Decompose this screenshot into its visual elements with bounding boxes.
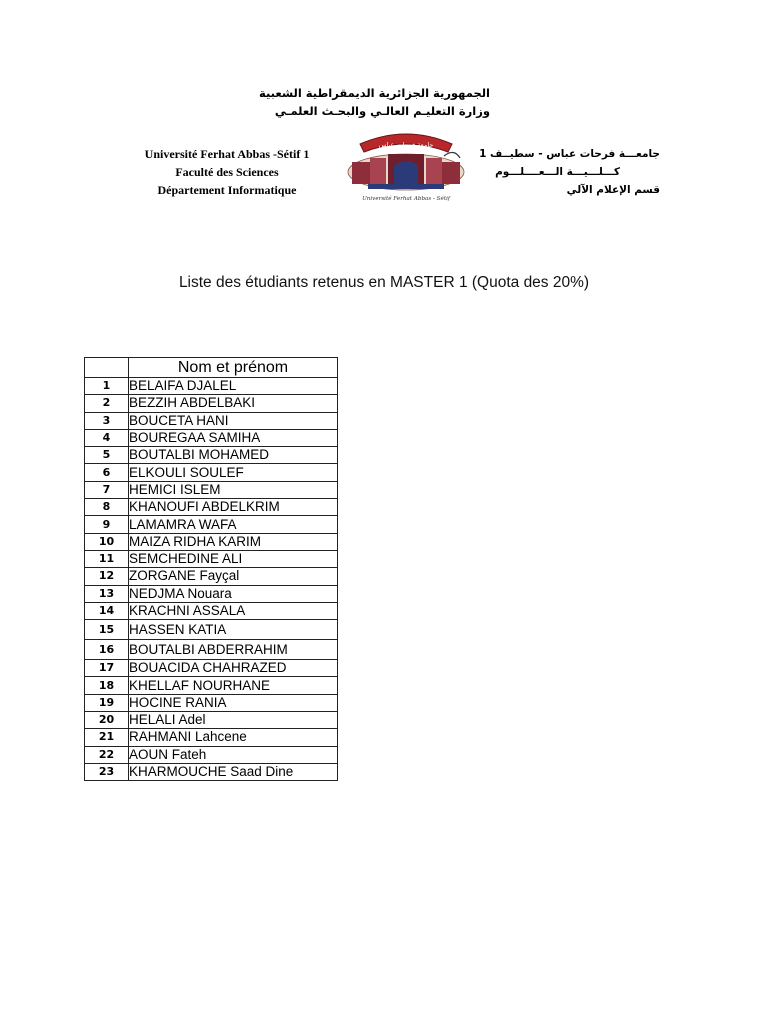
student-name: LAMAMRA WAFA (129, 516, 338, 533)
row-number: 18 (85, 677, 129, 694)
table-row (85, 729, 338, 746)
table-header-row (85, 358, 338, 378)
row-number: 3 (85, 412, 129, 429)
row-number: 19 (85, 694, 129, 711)
table-row (85, 763, 338, 780)
table-row (85, 694, 338, 711)
row-number: 13 (85, 585, 129, 602)
student-name: MAIZA RIDHA KARIM (129, 533, 338, 550)
student-name: ELKOULI SOULEF (129, 464, 338, 481)
row-number: 6 (85, 464, 129, 481)
number-column-header (85, 358, 129, 378)
faculty-name-ar: كـــلـــيـــة الـــعــــلـــوم (495, 166, 620, 178)
student-name: HELALI Adel (129, 712, 338, 729)
table-row (85, 602, 338, 619)
student-name: BOUTALBI ABDERRAHIM (129, 640, 338, 660)
name-column-header: Nom et prénom (129, 358, 338, 378)
student-name: ZORGANE Fayçal (129, 568, 338, 585)
student-name: NEDJMA Nouara (129, 585, 338, 602)
students-table (84, 357, 338, 781)
row-number: 2 (85, 395, 129, 412)
faculty-name-fr: Faculté des Sciences (175, 165, 279, 179)
row-number: 21 (85, 729, 129, 746)
student-name: BOUTALBI MOHAMED (129, 447, 338, 464)
row-number: 14 (85, 602, 129, 619)
row-number: 12 (85, 568, 129, 585)
row-number: 1 (85, 378, 129, 395)
table-row (85, 516, 338, 533)
table-row (85, 464, 338, 481)
row-number: 10 (85, 533, 129, 550)
table-row (85, 447, 338, 464)
row-number: 11 (85, 550, 129, 567)
student-name: BELAIFA DJALEL (129, 378, 338, 395)
table-row (85, 660, 338, 677)
table-row (85, 378, 338, 395)
table-row (85, 640, 338, 660)
row-number: 4 (85, 429, 129, 446)
student-name: KHELLAF NOURHANE (129, 677, 338, 694)
french-institution-block (112, 145, 342, 199)
university-logo-graphic (340, 128, 472, 208)
table-row (85, 746, 338, 763)
student-name: KHARMOUCHE Saad Dine (129, 763, 338, 780)
table-row (85, 677, 338, 694)
table-row (85, 412, 338, 429)
student-name: BEZZIH ABDELBAKI (129, 395, 338, 412)
row-number: 20 (85, 712, 129, 729)
ministry-title: وزارة التعليـم العالـي والبحـث العلمـي (274, 104, 490, 118)
university-name-fr: Université Ferhat Abbas -Sétif 1 (144, 147, 310, 161)
row-number: 16 (85, 640, 129, 660)
student-name: HASSEN KATIA (129, 620, 338, 640)
table-row (85, 429, 338, 446)
document-title: Liste des étudiants retenus en MASTER 1 (Quota des 20%) (178, 274, 590, 291)
university-name-ar: جامعـــة فرحات عباس - سطيــف 1 (479, 148, 660, 160)
department-name-fr: Département Informatique (157, 183, 297, 197)
table-row (85, 712, 338, 729)
student-name: SEMCHEDINE ALI (129, 550, 338, 567)
logo-banner-text: جامعة فرحات عباس (378, 141, 434, 149)
table-row (85, 533, 338, 550)
table-row (85, 481, 338, 498)
student-name: HEMICI ISLEM (129, 481, 338, 498)
row-number: 23 (85, 763, 129, 780)
table-row (85, 550, 338, 567)
department-name-ar: قسم الإعلام الآلي (566, 184, 660, 196)
table-row (85, 585, 338, 602)
table-row (85, 568, 338, 585)
row-number: 5 (85, 447, 129, 464)
student-name: RAHMANI Lahcene (129, 729, 338, 746)
student-name: BOUCETA HANI (129, 412, 338, 429)
republic-title: الجمهورية الجزائرية الديمقراطية الشعبية (258, 86, 490, 100)
row-number: 22 (85, 746, 129, 763)
row-number: 7 (85, 481, 129, 498)
student-name: BOUREGAA SAMIHA (129, 429, 338, 446)
student-name: KHANOUFI ABDELKRIM (129, 499, 338, 516)
row-number: 8 (85, 499, 129, 516)
row-number: 15 (85, 620, 129, 640)
student-name: AOUN Fateh (129, 746, 338, 763)
student-name: KRACHNI ASSALA (129, 602, 338, 619)
table-row (85, 395, 338, 412)
logo-caption: Université Ferhat Abbas - Sétif (362, 196, 450, 202)
row-number: 17 (85, 660, 129, 677)
student-name: BOUACIDA CHAHRAZED (129, 660, 338, 677)
student-name: HOCINE RANIA (129, 694, 338, 711)
table-row (85, 620, 338, 640)
arabic-institution-block (470, 145, 660, 199)
table-row (85, 499, 338, 516)
university-logo (340, 128, 472, 208)
arabic-header (250, 84, 490, 120)
row-number: 9 (85, 516, 129, 533)
